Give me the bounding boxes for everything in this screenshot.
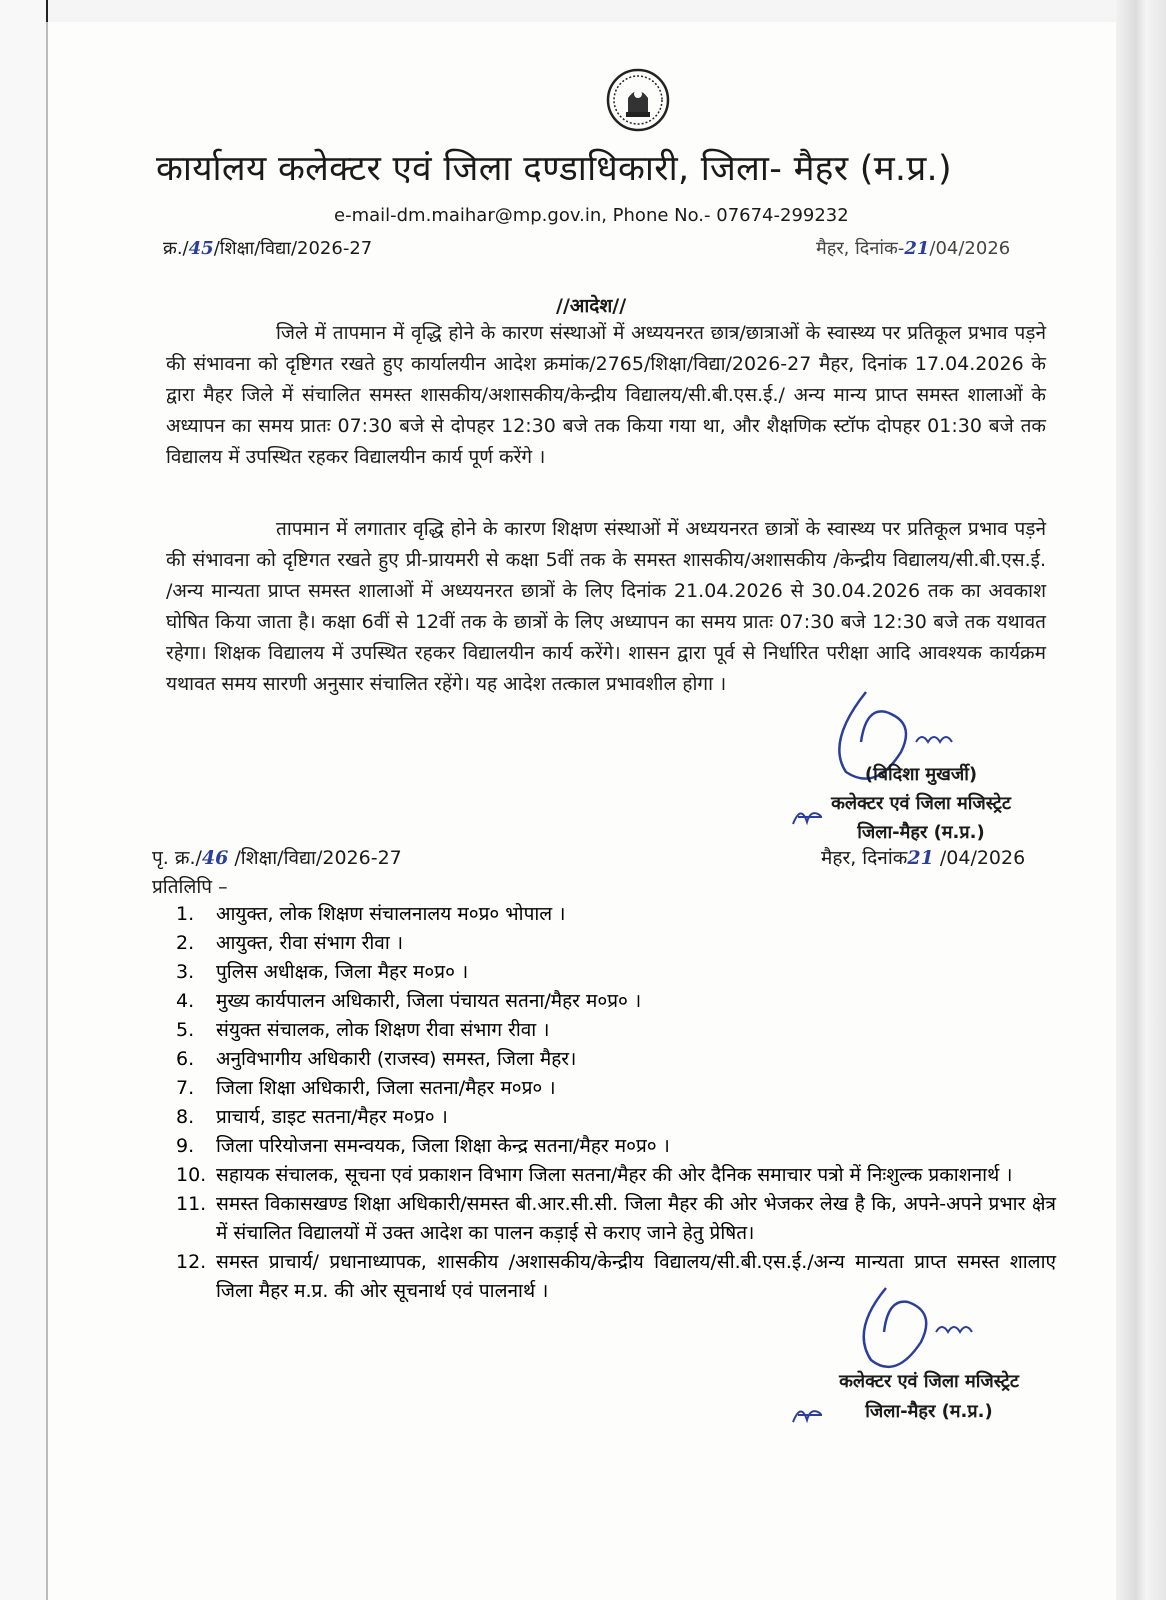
date-day-handwritten: 21 [904,238,930,259]
signatory-name: (बिदिशा मुखर्जी) [864,764,978,785]
signatory-block-2 [804,1367,1054,1427]
document-page [46,22,1116,1600]
recipient-text: प्राचार्य, डाइट सतना/मैहर म०प्र० । [216,1106,448,1128]
signatory-district: जिला-मैहर (म.प्र.) [857,822,985,843]
para2-text: तापमान में लगातार वृद्धि होने के कारण शिक्षण संस्थाओं में अध्ययनरत छात्रों के स्वास्थ्य पर प्रतिकूल प्रभाव पड़ने की संभावना को दृष्टिगत रखते हुए प्री-प्रायमरी से कक्षा 5वीं तक के समस्त शासकीय/अशासकीय /केन्द्रीय विद्यालय/सी.बी.एस.ई. /अन्य मान्यता प्राप्त समस्त शालाओं में अध्ययनरत छात्रों के लिए दिनांक 21.04.2026 से 30.04.2026 तक का अवकाश घोषित किया जाता है। कक्षा 6वीं से 12वीं तक के छात्रों के लिए अध्यापन का समय प्रातः 07:30 बजे 12:30 बजे तक यथावत रहेगा। शिक्षक विद्यालय में उपस्थित रहकर विद्यालयीन कार्य करेंगे। शासन द्वारा पूर्व से निर्धारित परीक्षा आदि आवश्यक कार्यक्रम यथावत समय सारणी अनुसार संचालित रहेंगे। यह आदेश तत्काल प्रभावशील होगा । [166,518,1046,695]
ref-suffix: /शिक्षा/विद्या/2026-27 [213,238,373,259]
scan-top-edge [0,0,1166,22]
recipients-list [176,900,1056,1306]
endorsement-number-handwritten: 46 [201,847,229,869]
recipient-number: 5. [176,1019,195,1041]
recipient-number: 10. [176,1164,207,1186]
recipient-item [176,1161,1056,1190]
endorsement-date-day-handwritten: 21 [907,847,934,869]
recipient-number: 8. [176,1106,195,1128]
recipient-text: समस्त प्राचार्य/ प्रधानाध्यापक, शासकीय /अशासकीय/केन्द्रीय विद्यालय/सी.बी.एस.ई./अन्य मान्यता प्राप्त समस्त शालाए जिला मैहर म.प्र. की ओर सूचनार्थ एवं पालनार्थ । [216,1251,1056,1302]
recipient-item [176,900,1056,929]
order-paragraph-2 [166,514,1046,700]
contact-line: e-mail-dm.maihar@mp.gov.in, Phone No.- 07674-299232 [334,205,849,226]
ref-prefix: क्र./ [163,238,189,259]
recipient-item [176,1103,1056,1132]
state-emblem-icon [606,68,670,132]
ref-number-handwritten: 45 [188,238,214,259]
recipient-text: समस्त विकासखण्ड शिक्षा अधिकारी/समस्त बी.आर.सी.सी. जिला मैहर की ओर भेजकर लेख है कि, अपने-अपने प्रभार क्षेत्र में संचालित विद्यालयों में उक्त आदेश का पालन कड़ाई से कराए जाने हेतु प्रेषित। [216,1193,1056,1244]
recipient-item [176,929,1056,958]
scan-right-edge [1116,0,1166,1600]
order-heading: //आदेश// [556,295,627,317]
signatory2-district: जिला-मैहर (म.प्र.) [865,1401,993,1422]
recipient-number: 7. [176,1077,195,1099]
recipient-number: 1. [176,903,195,925]
recipient-text: जिला परियोजना समन्वयक, जिला शिक्षा केन्द्र सतना/मैहर म०प्र० । [216,1135,670,1157]
initials-icon-2 [788,1400,828,1430]
initials-icon [788,802,828,832]
recipient-number: 12. [176,1251,207,1273]
order-reference [163,236,372,260]
recipient-number: 3. [176,961,195,983]
order-date [816,236,1010,260]
para1-text: जिले में तापमान में वृद्धि होने के कारण संस्थाओं में अध्ययनरत छात्र/छात्राओं के स्वास्थ्य पर प्रतिकूल प्रभाव पड़ने की संभावना को दृष्टिगत रखते हुए कार्यालयीन आदेश क्रमांक/2765/शिक्षा/विद्या/2026-27 मैहर, दिनांक 17.04.2026 के द्वारा मैहर जिले में संचालित समस्त शासकीय/अशासकीय/केन्द्रीय विद्यालय/सी.बी.एस.ई./ अन्य मान्य प्राप्त समस्त शालाओं के अध्यापन का समय प्रातः 07:30 बजे से दोपहर 12:30 बजे तक किया गया था, और शैक्षणिक स्टॉफ दोपहर 01:30 बजे तक विद्यालय में उपस्थित रहकर विद्यालयीन कार्य पूर्ण करेंगे । [166,322,1046,468]
recipient-number: 6. [176,1048,195,1070]
recipient-item [176,1190,1056,1248]
signatory2-designation: कलेक्टर एवं जिला मजिस्ट्रेट [839,1371,1019,1392]
recipient-number: 2. [176,932,195,954]
recipient-item [176,1132,1056,1161]
endorsement-date-suffix: /04/2026 [933,847,1026,869]
date-suffix: /04/2026 [929,238,1011,259]
signatory-designation: कलेक्टर एवं जिला मजिस्ट्रेट [831,793,1011,814]
endorsement-reference [152,844,402,870]
order-paragraph-1 [166,318,1046,473]
endorsement-date-prefix: मैहर, दिनांक [821,847,908,869]
date-prefix: मैहर, दिनांक- [816,238,905,259]
endorsement-date [821,844,1025,870]
recipient-item [176,1045,1056,1074]
recipient-text: अनुविभागीय अधिकारी (राजस्व) समस्त, जिला मैहर। [216,1048,577,1070]
recipient-item [176,987,1056,1016]
recipient-number: 9. [176,1135,195,1157]
recipient-item [176,958,1056,987]
recipient-text: पुलिस अधीक्षक, जिला मैहर म०प्र० । [216,961,469,983]
recipient-text: जिला शिक्षा अधिकारी, जिला सतना/मैहर म०प्र० । [216,1077,556,1099]
recipient-text: संयुक्त संचालक, लोक शिक्षण रीवा संभाग रीवा । [216,1019,550,1041]
recipient-number: 4. [176,990,195,1012]
office-title: कार्यालय कलेक्टर एवं जिला दण्डाधिकारी, जिला- मैहर (म.प्र.) [156,149,952,189]
scan-left-edge [0,0,48,1600]
recipient-item [176,1016,1056,1045]
copy-label: प्रतिलिपि – [152,876,228,898]
recipient-text: मुख्य कार्यपालन अधिकारी, जिला पंचायत सतना/मैहर म०प्र० । [216,990,642,1012]
endorsement-suffix: /शिक्षा/विद्या/2026-27 [228,847,402,869]
recipient-text: आयुक्त, रीवा संभाग रीवा । [216,932,404,954]
endorsement-prefix: पृ. क्र./ [152,847,202,869]
recipient-number: 11. [176,1193,207,1215]
recipient-item [176,1074,1056,1103]
recipient-text: सहायक संचालक, सूचना एवं प्रकाशन विभाग जिला सतना/मैहर की ओर दैनिक समाचार पत्रो में निःशुल्क प्रकाशनार्थ । [216,1164,1013,1186]
signatory-block-1 [801,760,1041,847]
recipient-text: आयुक्त, लोक शिक्षण संचालनालय म०प्र० भोपाल । [216,903,566,925]
